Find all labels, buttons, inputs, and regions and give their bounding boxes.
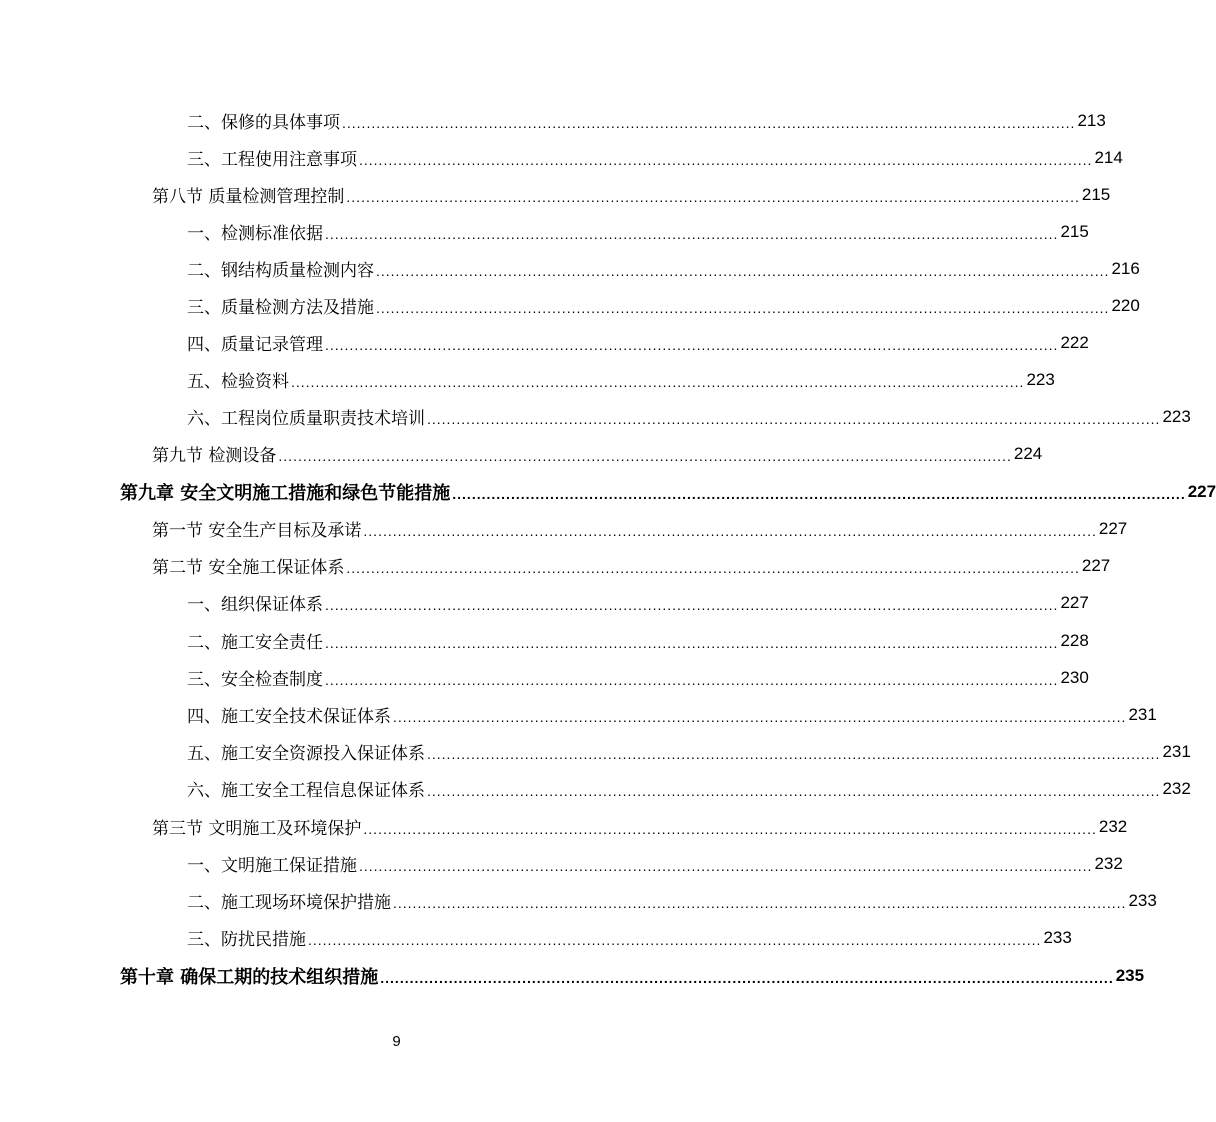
page-number: 9 (392, 1033, 401, 1050)
dot-leader (380, 970, 1113, 994)
toc-entry[interactable] (0, 361, 1055, 398)
toc-entry-page: 233 (1043, 927, 1072, 947)
toc-entry[interactable] (0, 882, 1157, 919)
toc-entry[interactable] (0, 547, 1111, 584)
toc-entry-label: 二、钢结构质量检测内容 (187, 261, 374, 281)
toc-entry-page: 231 (1128, 704, 1157, 724)
toc-entry-page: 235 (1115, 965, 1145, 985)
toc-entry-page: 220 (1111, 295, 1140, 315)
dot-leader (291, 374, 1024, 398)
toc-entry[interactable] (0, 919, 1072, 956)
dot-leader (325, 597, 1058, 621)
toc-entry-page: 232 (1162, 778, 1191, 798)
dot-leader (325, 635, 1058, 659)
dot-leader (363, 821, 1096, 845)
dot-leader (452, 486, 1185, 510)
toc-entry[interactable] (0, 659, 1089, 696)
toc-entry[interactable] (0, 696, 1157, 733)
toc-entry-page: 227 (1187, 481, 1216, 501)
toc-entry-page: 216 (1111, 258, 1140, 278)
toc-entry-page: 224 (1013, 443, 1043, 463)
dot-leader (325, 226, 1058, 250)
toc-entry-label: 三、质量检测方法及措施 (187, 298, 374, 318)
toc-entry-label: 一、检测标准依据 (187, 224, 323, 244)
toc-entry[interactable] (0, 139, 1123, 176)
toc-entry[interactable] (0, 435, 1043, 472)
toc-entry[interactable] (0, 733, 1191, 770)
dot-leader (359, 858, 1092, 882)
toc-entry[interactable] (0, 845, 1123, 882)
dot-leader (359, 152, 1092, 176)
toc-entry-label: 一、文明施工保证措施 (187, 856, 357, 876)
toc-entry[interactable] (0, 398, 1191, 435)
toc-entry-label: 一、组织保证体系 (187, 595, 323, 615)
toc-entry[interactable] (0, 176, 1111, 213)
toc-entry-page: 213 (1077, 110, 1106, 130)
toc-entry-label: 五、检验资料 (187, 372, 289, 392)
toc-entry[interactable] (0, 250, 1140, 287)
toc-entry-label: 六、工程岗位质量职责技术培训 (187, 409, 425, 429)
toc-entry-page: 227 (1081, 555, 1111, 575)
dot-leader (376, 300, 1109, 324)
dot-leader (427, 783, 1160, 807)
toc-entry-label: 六、施工安全工程信息保证体系 (187, 781, 425, 801)
toc-entry-page: 215 (1060, 221, 1089, 241)
toc-entry[interactable] (0, 622, 1089, 659)
toc-entry-page: 228 (1060, 630, 1089, 650)
toc-entry-label: 第二节 安全施工保证体系 (152, 558, 345, 578)
toc-entry-page: 223 (1162, 406, 1191, 426)
dot-leader (427, 411, 1160, 435)
dot-leader (325, 672, 1058, 696)
dot-leader (427, 746, 1160, 770)
toc-entry-label: 第三节 文明施工及环境保护 (152, 819, 362, 839)
toc-entry-label: 二、施工现场环境保护措施 (187, 893, 391, 913)
toc-entry[interactable] (0, 584, 1089, 621)
toc-entry-label: 二、保修的具体事项 (187, 113, 340, 133)
dot-leader (346, 560, 1079, 584)
dot-leader (342, 115, 1075, 139)
toc-chapter-entry[interactable] (0, 473, 1216, 510)
toc-entry-label: 第九节 检测设备 (152, 446, 277, 466)
toc-entry[interactable] (0, 770, 1191, 807)
toc-entry-page: 215 (1081, 184, 1111, 204)
toc-entry[interactable] (0, 213, 1089, 250)
toc-chapter-entry[interactable] (0, 957, 1145, 994)
dot-leader (308, 932, 1041, 956)
toc-entry-page: 223 (1026, 369, 1055, 389)
toc-entry-page: 232 (1098, 816, 1128, 836)
dot-leader (393, 895, 1126, 919)
toc-entry-page: 231 (1162, 741, 1191, 761)
toc-entry-label: 四、质量记录管理 (187, 335, 323, 355)
toc-entry[interactable] (0, 287, 1140, 324)
toc-entry[interactable] (0, 510, 1128, 547)
toc-entry-label: 二、施工安全责任 (187, 633, 323, 653)
toc-entry-label: 第一节 安全生产目标及承诺 (152, 521, 362, 541)
dot-leader (346, 189, 1079, 213)
toc-entry-label: 三、防扰民措施 (187, 930, 306, 950)
toc-entry[interactable] (0, 102, 1106, 139)
dot-leader (363, 523, 1096, 547)
dot-leader (278, 448, 1011, 472)
toc-entry-page: 227 (1098, 518, 1128, 538)
toc-entry-page: 230 (1060, 667, 1089, 687)
dot-leader (325, 337, 1058, 361)
toc-entry-label: 三、工程使用注意事项 (187, 150, 357, 170)
toc-entry-page: 232 (1094, 853, 1123, 873)
toc-entry-label: 第九章 安全文明施工措施和绿色节能措施 (120, 482, 451, 504)
toc-entry-page: 233 (1128, 890, 1157, 910)
toc-entry-label: 三、安全检查制度 (187, 670, 323, 690)
toc-entry-label: 第十章 确保工期的技术组织措施 (120, 966, 379, 988)
toc-entry-page: 222 (1060, 332, 1089, 352)
toc-entry-label: 五、施工安全资源投入保证体系 (187, 744, 425, 764)
dot-leader (393, 709, 1126, 733)
toc-entry[interactable] (0, 324, 1089, 361)
toc-entry-label: 四、施工安全技术保证体系 (187, 707, 391, 727)
toc-entry-page: 214 (1094, 147, 1123, 167)
toc-entry-page: 227 (1060, 592, 1089, 612)
toc-entry[interactable] (0, 808, 1128, 845)
dot-leader (376, 263, 1109, 287)
toc-entry-label: 第八节 质量检测管理控制 (152, 187, 345, 207)
